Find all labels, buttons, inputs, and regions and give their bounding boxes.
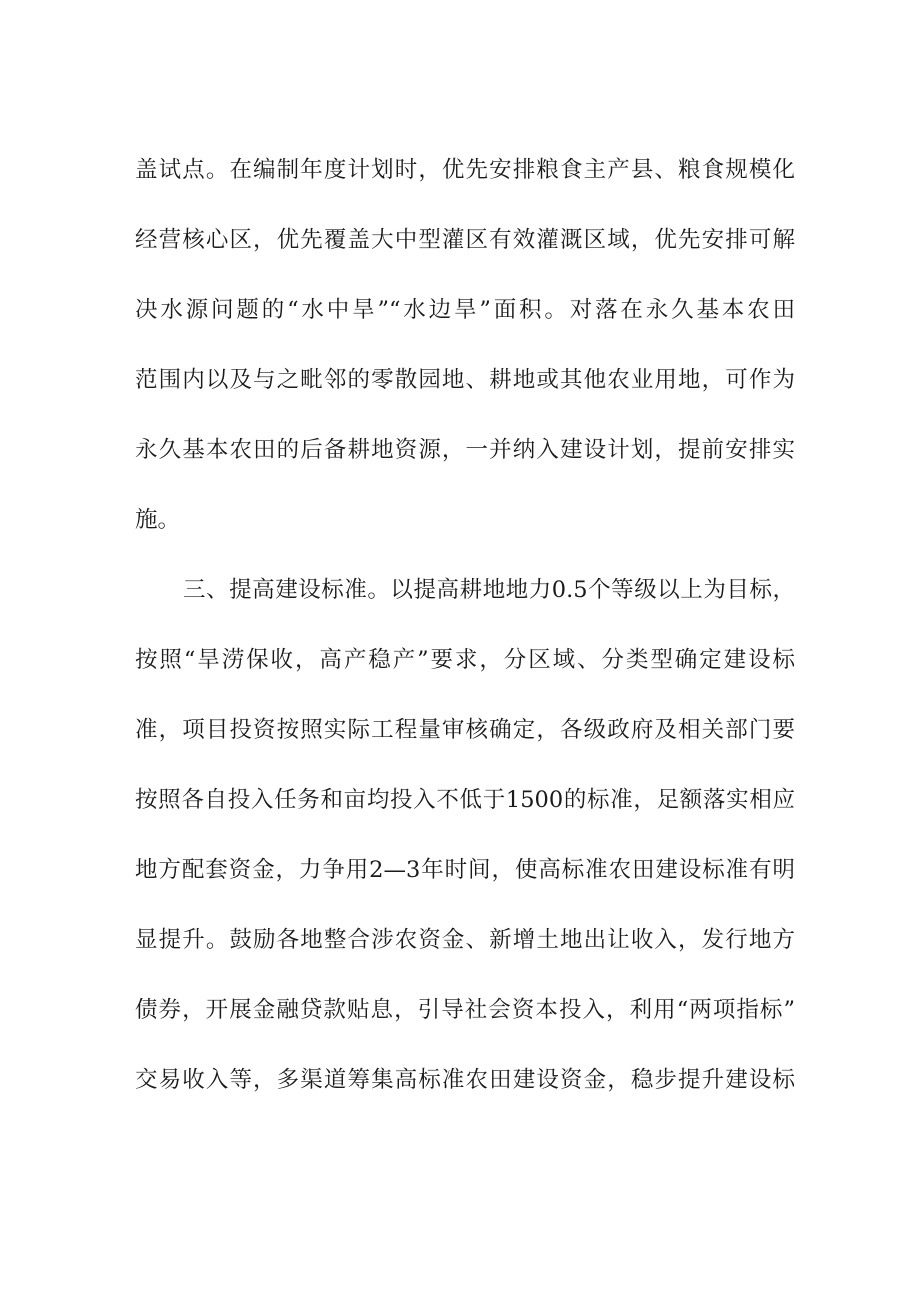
paragraph-line: 显提升。鼓励各地整合涉农资金、新增土地出让收入，发行地方 (135, 927, 795, 953)
paragraph-line: 范围内以及与之毗邻的零散园地、耕地或其他农业用地，可作为 (135, 367, 795, 393)
paragraph-line: 按照各自投入任务和亩均投入不低于1500的标准，足额落实相应 (135, 787, 795, 813)
paragraph-line: 准，项目投资按照实际工程量审核确定，各级政府及相关部门要 (135, 717, 795, 743)
section-heading-line: 三、提高建设标准。以提高耕地地力0.5个等级以上为目标， (183, 577, 795, 603)
paragraph-line: 按照“旱涝保收，高产稳产”要求，分区域、分类型确定建设标 (135, 647, 795, 673)
paragraph-line: 交易收入等，多渠道筹集高标准农田建设资金，稳步提升建设标 (135, 1067, 795, 1093)
paragraph-line: 决水源问题的“水中旱”“水边旱”面积。对落在永久基本农田 (135, 297, 795, 323)
paragraph-line: 盖试点。在编制年度计划时，优先安排粮食主产县、粮食规模化 (135, 157, 795, 183)
paragraph-line: 永久基本农田的后备耕地资源，一并纳入建设计划，提前安排实 (135, 437, 795, 463)
paragraph-line: 债券，开展金融贷款贴息，引导社会资本投入，利用“两项指标” (135, 997, 795, 1023)
paragraph-line: 施。 (135, 507, 181, 533)
paragraph-line: 经营核心区，优先覆盖大中型灌区有效灌溉区域，优先安排可解 (135, 227, 795, 253)
paragraph-line: 地方配套资金，力争用2—3年时间，使高标准农田建设标准有明 (135, 857, 795, 883)
